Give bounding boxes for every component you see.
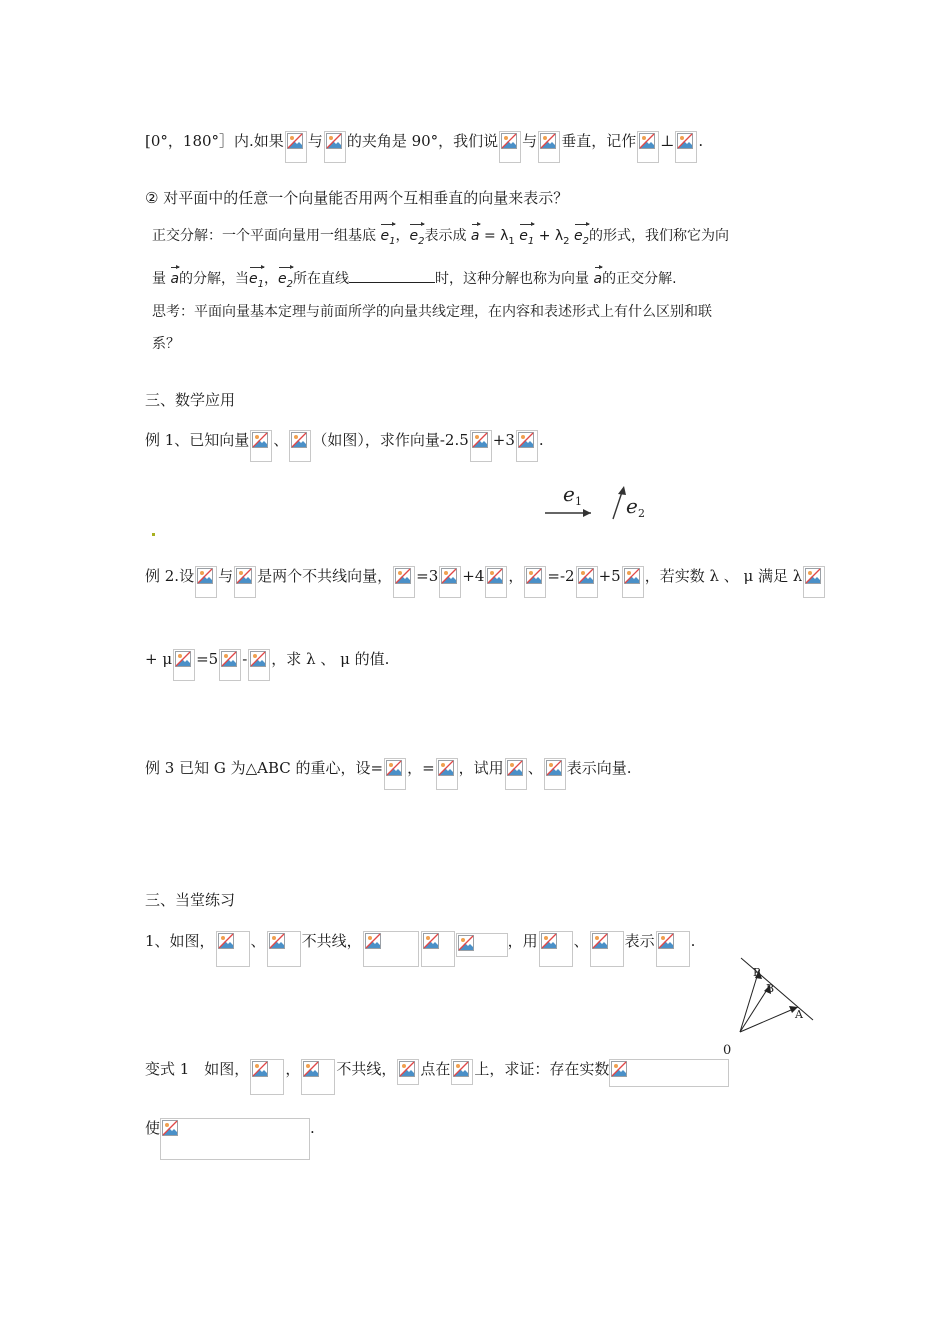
- broken-image-icon: [363, 931, 419, 967]
- text: 正交分解：一个平面向量用一组基底: [152, 228, 376, 244]
- text: = λ: [483, 228, 509, 244]
- vector-e2: $e_2$: [574, 226, 589, 252]
- example-3: [145, 758, 631, 790]
- broken-image-icon: [637, 131, 659, 163]
- perp-symbol: ⊥: [660, 132, 675, 150]
- broken-image-icon: [803, 566, 825, 598]
- broken-image-icon: [219, 649, 241, 681]
- vector-figure: [463, 483, 675, 535]
- text: 例 3 已知 G 为△ABC 的重心，设=: [145, 759, 384, 777]
- broken-image-icon: [499, 131, 521, 163]
- text: +3: [492, 431, 515, 449]
- text: 使: [145, 1119, 161, 1137]
- broken-image-icon: [195, 566, 217, 598]
- text: [0°，180°］内.如果: [145, 132, 284, 150]
- text: 、: [573, 932, 589, 950]
- label-a: A: [795, 1008, 803, 1021]
- text: +4: [462, 567, 485, 585]
- vector-op: [740, 970, 759, 1032]
- text: 、: [273, 431, 289, 449]
- broken-image-icon: [301, 1059, 335, 1095]
- e2-sub: 2: [638, 507, 645, 520]
- vector-e2: $e_2$: [278, 269, 293, 295]
- text: =3: [416, 567, 439, 585]
- vector-a: a: [593, 271, 603, 287]
- broken-image-icon: [267, 931, 301, 967]
- broken-image-icon: [173, 649, 195, 681]
- broken-image-icon: [524, 566, 546, 598]
- text: ，试用: [458, 759, 504, 777]
- text: =-2: [547, 567, 575, 585]
- text: 与: [218, 567, 234, 585]
- triangle-figure-svg: [715, 950, 825, 1060]
- triangle-figure: [715, 950, 825, 1060]
- text: 的夹角是 90°，我们说: [346, 132, 499, 150]
- label-o: 0: [723, 1043, 732, 1058]
- broken-image-icon: [436, 758, 458, 790]
- e1-arrowhead: [583, 509, 591, 517]
- vector-oa: [740, 1007, 798, 1032]
- text: 不共线，: [336, 1060, 397, 1078]
- text: =5: [196, 650, 219, 668]
- text: 垂直，记作: [561, 132, 637, 150]
- text: 例 1、已知向量: [145, 431, 250, 449]
- exercise-1: [145, 931, 695, 967]
- text: 表示: [624, 932, 655, 950]
- text: 的形式，我们称它为向: [589, 228, 729, 244]
- text: 不共线，: [301, 932, 362, 950]
- text: 上，求证：存在实数: [474, 1060, 610, 1078]
- broken-image-icon: [285, 131, 307, 163]
- stray-mark: [152, 533, 155, 536]
- broken-image-icon: [160, 1118, 310, 1160]
- text: 点在: [420, 1060, 451, 1078]
- text: .: [698, 132, 704, 150]
- angle-definition-line: [145, 131, 703, 163]
- broken-image-icon: [470, 430, 492, 462]
- e2-arrowhead: [618, 486, 626, 495]
- broken-image-icon: [384, 758, 406, 790]
- text: ，: [508, 567, 524, 585]
- vector-figure-svg: [463, 483, 675, 535]
- text: 表示成: [424, 228, 467, 244]
- text: （如图），求作向量-2.5: [312, 431, 469, 449]
- text: 所在直线: [293, 271, 350, 287]
- broken-image-icon: [250, 430, 272, 462]
- orthogonal-decomposition-line2: 量 a的分解，当$e_1$，$e_2$所在直线 时，这种分解也称为向量 a的正交分解.: [152, 268, 677, 295]
- broken-image-icon: [622, 566, 644, 598]
- text: +5: [598, 567, 621, 585]
- example-2-line1: [145, 566, 826, 598]
- text: ，若实数 λ 、 μ 满足 λ: [644, 567, 803, 585]
- broken-image-icon: [439, 566, 461, 598]
- broken-image-icon: [216, 931, 250, 967]
- broken-image-icon: [675, 131, 697, 163]
- variant-1-line1: [145, 1059, 729, 1095]
- broken-image-icon: [576, 566, 598, 598]
- text: .: [310, 1119, 315, 1137]
- text: .: [538, 431, 544, 449]
- text: 的正交分解.: [602, 271, 677, 287]
- text: 1、如图，: [145, 932, 215, 950]
- text: 、: [527, 759, 543, 777]
- text: 时，这种分解也称为向量: [435, 271, 590, 287]
- broken-image-icon: [250, 1059, 284, 1095]
- broken-image-icon: [656, 931, 690, 967]
- e1-sub: 1: [575, 495, 582, 508]
- broken-image-icon: [505, 758, 527, 790]
- text: + λ: [538, 228, 564, 244]
- broken-image-icon: [234, 566, 256, 598]
- broken-image-icon: [516, 430, 538, 462]
- vector-e2: $e_2$: [409, 226, 424, 252]
- broken-image-icon: [248, 649, 270, 681]
- text: 量: [152, 271, 166, 287]
- text: 变式 1 如图，: [145, 1060, 250, 1078]
- example-2-line2: [145, 649, 389, 681]
- broken-image-icon: [451, 1059, 473, 1085]
- broken-image-icon: [485, 566, 507, 598]
- fill-in-blank[interactable]: [349, 268, 435, 283]
- text: ，求 λ 、 μ 的值.: [271, 650, 390, 668]
- text: 与: [522, 132, 538, 150]
- vector-a: a: [470, 228, 480, 244]
- e2-label: e: [626, 494, 638, 518]
- variant-1-line2: [145, 1118, 315, 1160]
- label-p: P: [753, 966, 761, 979]
- vector-e1: $e_1$: [249, 269, 264, 295]
- vector-e1: $e_1$: [380, 226, 395, 252]
- broken-image-icon: [393, 566, 415, 598]
- question-2: ② 对平面中的任意一个向量能否用两个互相垂直的向量来表示？: [145, 189, 569, 207]
- text: .: [690, 932, 696, 950]
- text: ，=: [407, 759, 435, 777]
- e1-label: e: [563, 483, 575, 506]
- text: 、: [250, 932, 266, 950]
- example-1: [145, 430, 544, 462]
- broken-image-icon: [421, 931, 455, 967]
- section-heading: 三、当堂练习: [145, 891, 236, 909]
- broken-image-icon: [539, 931, 573, 967]
- broken-image-icon: [609, 1059, 729, 1087]
- text: 与: [307, 132, 323, 150]
- text: 的分解，当: [179, 271, 250, 287]
- broken-image-icon: [590, 931, 624, 967]
- text: -: [242, 650, 248, 668]
- think-line1: 思考：平面向量基本定理与前面所学的向量共线定理，在内容和表述形式上有什么区别和联: [152, 304, 712, 320]
- think-line2: 系？: [152, 336, 180, 352]
- broken-image-icon: [397, 1059, 419, 1085]
- text: 是两个不共线向量，: [257, 567, 393, 585]
- broken-image-icon: [289, 430, 311, 462]
- text: ，: [285, 1060, 301, 1078]
- broken-image-icon: [538, 131, 560, 163]
- broken-image-icon: [324, 131, 346, 163]
- text: + μ: [145, 650, 173, 668]
- text: ，用: [507, 932, 538, 950]
- orthogonal-decomposition-line1: 正交分解：一个平面向量用一组基底 $e_1$，$e_2$表示成 $a = \lambda_1$ $e_1 + \lambda_2$ $e_2$的形式，我们称它为向: [152, 226, 729, 252]
- section-heading: 三、数学应用: [145, 391, 236, 409]
- text: 表示向量.: [566, 759, 632, 777]
- broken-image-icon: [456, 933, 508, 957]
- vector-e1: $e_1$: [519, 226, 534, 252]
- text: 例 2.设: [145, 567, 195, 585]
- label-b: B: [766, 982, 775, 995]
- vector-a: a: [170, 271, 180, 287]
- broken-image-icon: [544, 758, 566, 790]
